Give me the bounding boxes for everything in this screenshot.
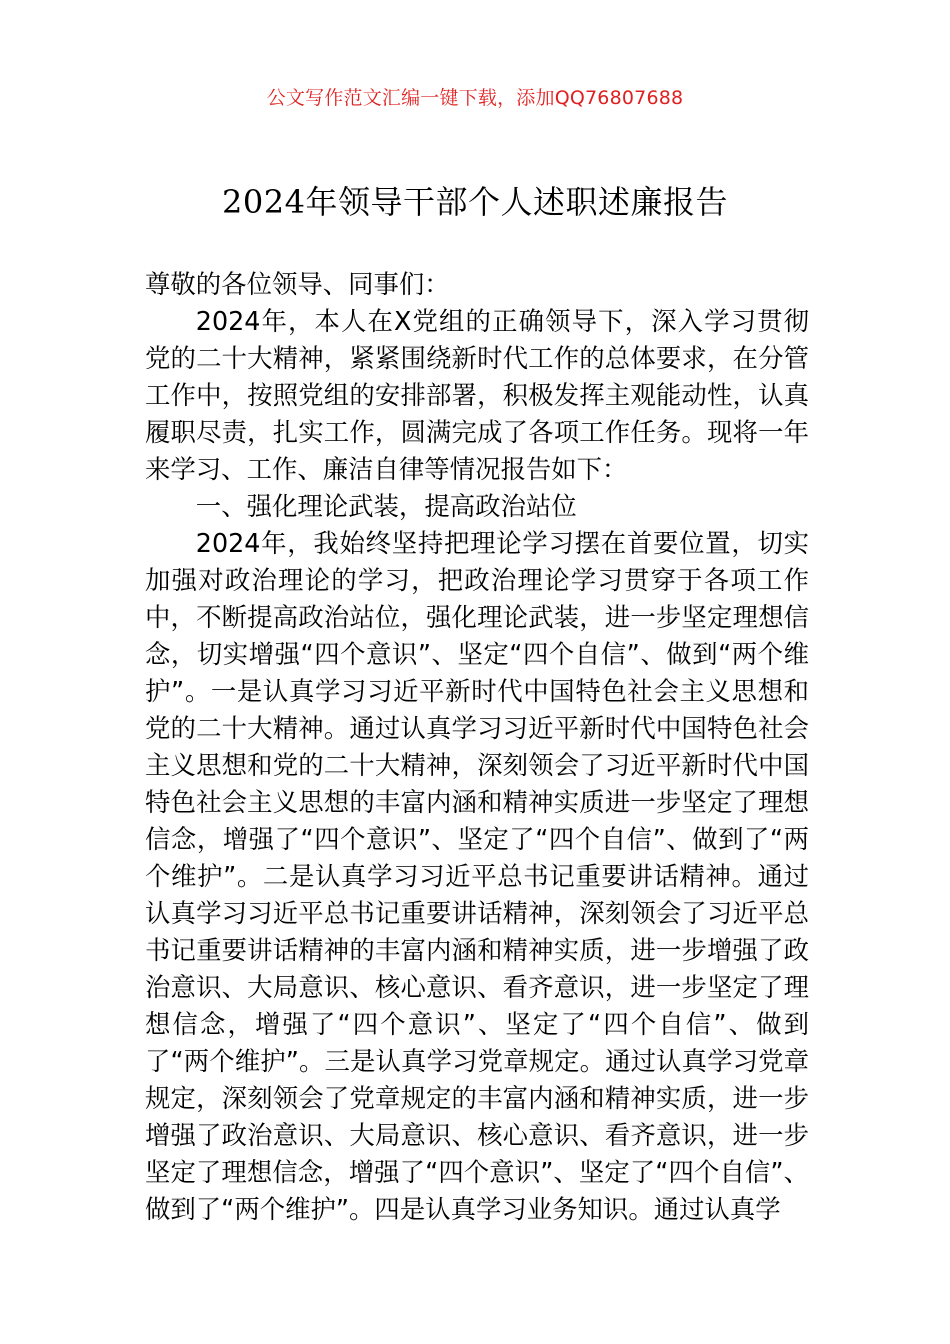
document-body bbox=[145, 266, 809, 1228]
document-title: 2024年领导干部个人述职述廉报告 bbox=[222, 183, 728, 221]
paragraph-section-1: 2024年，我始终坚持把理论学习摆在首要位置，切实加强对政治理论的学习，把政治理论学习贯穿于各项工作中，不断提高政治站位，强化理论武装，进一步坚定理想信念，切实增强“四个意识”、坚定“四个自信”、做到“两个维护”。一是认真学习习近平新时代中国特色社会主义思想和党的二十大精神。通过认真学习习近平新时代中国特色社会主义思想和党的二十大精神，深刻领会了习近平新时代中国特色社会主义思想的丰富内涵和精神实质进一步坚定了理想信念，增强了“四个意识”、坚定了“四个自信”、做到了“两个维护”。二是认真学习习近平总书记重要讲话精神。通过认真学习习近平总书记重要讲话精神，深刻领会了习近平总书记重要讲话精神的丰富内涵和精神实质，进一步增强了政治意识、大局意识、核心意识、看齐意识，进一步坚定了理想信念，增强了“四个意识”、坚定了“四个自信”、做到了“两个维护”。三是认真学习党章规定。通过认真学习党章规定，深刻领会了党章规定的丰富内涵和精神实质，进一步增强了政治意识、大局意识、核心意识、看齐意识，进一步坚定了理想信念，增强了“四个意识”、坚定了“四个自信”、做到了“两个维护”。四是认真学习业务知识。通过认真学 bbox=[145, 528, 809, 1224]
paragraph-intro: 2024年，本人在X党组的正确领导下，深入学习贯彻党的二十大精神，紧紧围绕新时代工作的总体要求，在分管工作中，按照党组的安排部署，积极发挥主观能动性，认真履职尽责，扎实工作，圆满完成了各项工作任务。现将一年来学习、工作、廉洁自律等情况报告如下： bbox=[145, 306, 809, 484]
section-1-heading: 一、强化理论武装，提高政治站位 bbox=[195, 491, 577, 521]
download-banner: 公文写作范文汇编一键下载，添加QQ76807688 bbox=[266, 87, 684, 109]
salutation: 尊敬的各位领导、同事们： bbox=[145, 269, 450, 299]
